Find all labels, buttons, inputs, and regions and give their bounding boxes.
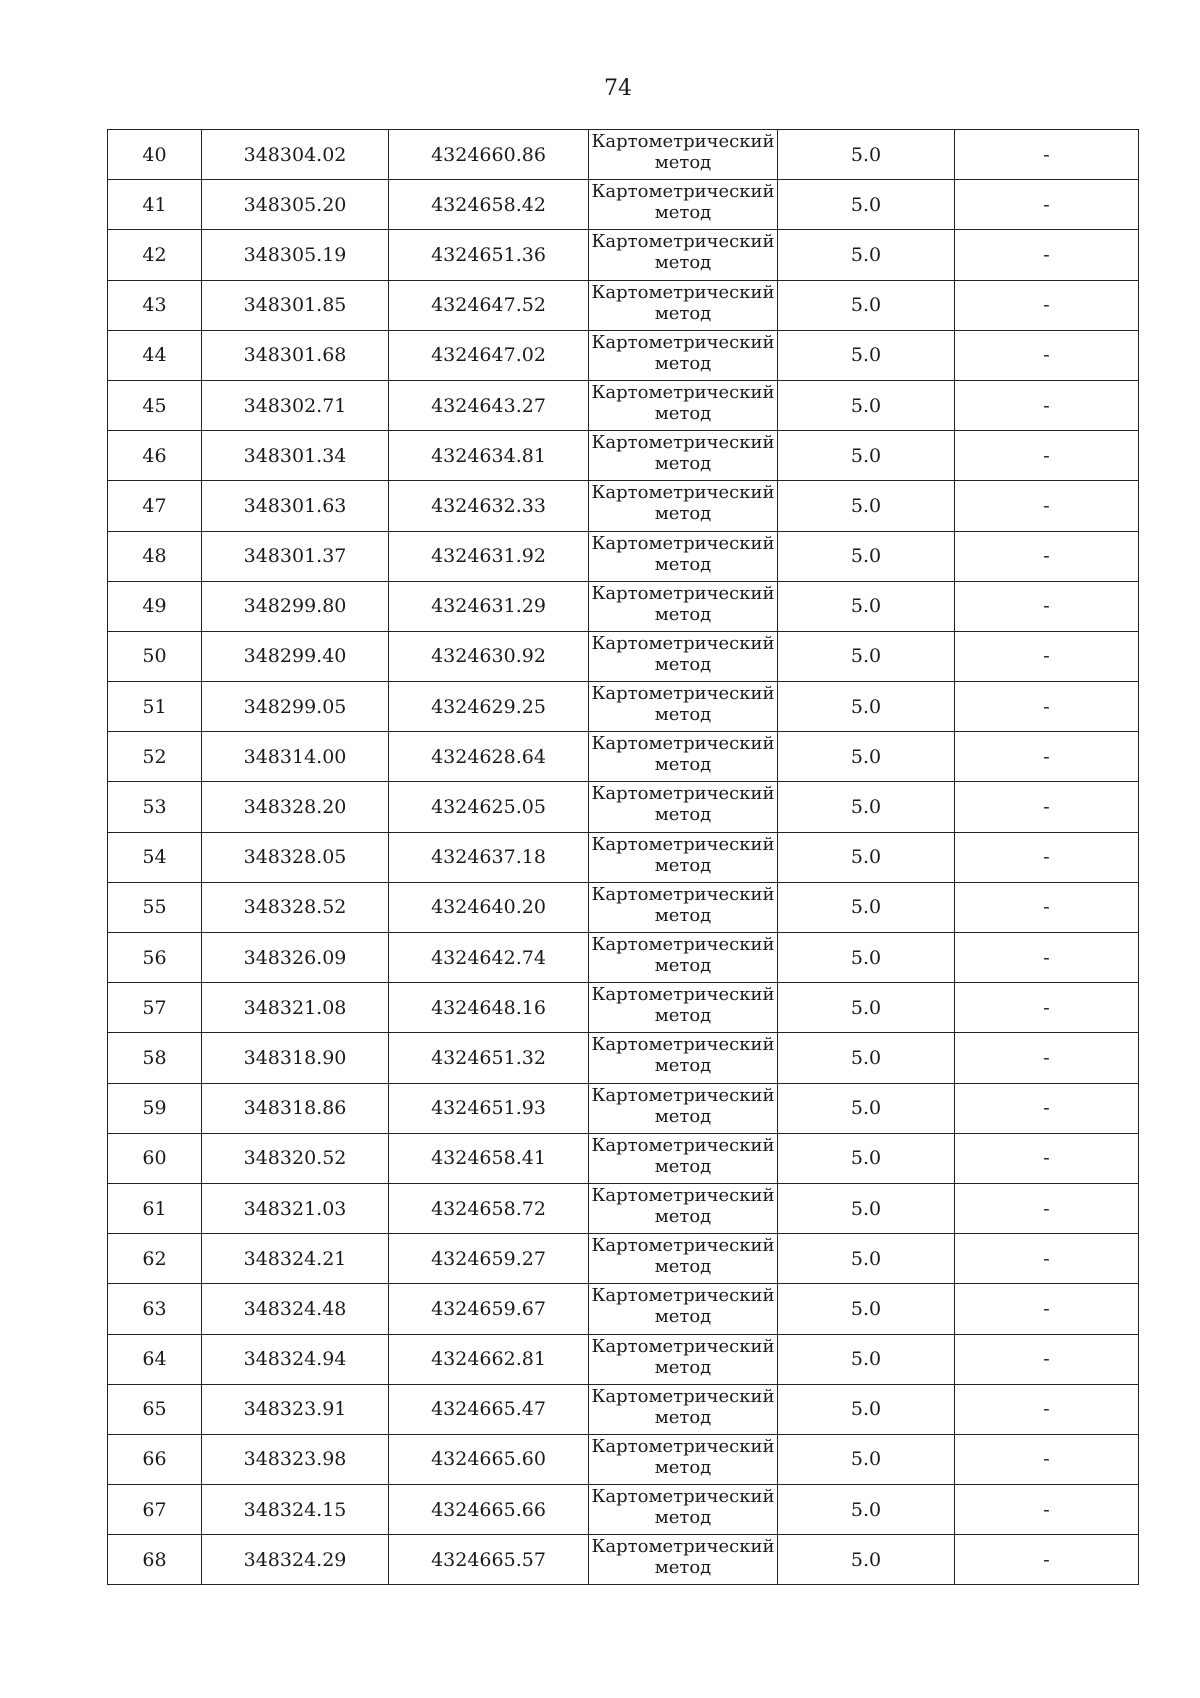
method-line-2: метод — [654, 1306, 712, 1328]
method-cell — [589, 782, 778, 832]
method-cell — [589, 330, 778, 380]
accuracy-cell: 5.0 — [778, 1234, 955, 1284]
method-line-2: метод — [654, 1155, 712, 1177]
coordinate-y-cell: 4324651.93 — [389, 1083, 589, 1133]
method-line-1: Картометрический — [591, 1034, 775, 1056]
table-row — [108, 983, 1139, 1033]
method-line-1: Картометрический — [591, 934, 775, 955]
method-line-1: Картометрический — [591, 381, 775, 403]
method-line-1: Картометрический — [591, 1134, 775, 1156]
table-row — [108, 431, 1139, 481]
coordinate-y-cell: 4324647.52 — [389, 280, 589, 330]
accuracy-cell: 5.0 — [778, 1434, 955, 1484]
method-cell — [589, 431, 778, 481]
accuracy-cell: 5.0 — [778, 882, 955, 932]
point-number-cell: 41 — [108, 180, 202, 230]
table-row — [108, 682, 1139, 732]
coordinate-x-cell: 348301.37 — [202, 531, 389, 581]
coordinate-y-cell: 4324634.81 — [389, 431, 589, 481]
accuracy-cell: 5.0 — [778, 1384, 955, 1434]
method-cell — [589, 933, 778, 983]
method-line-1: Картометрический — [591, 181, 775, 203]
coordinate-y-cell: 4324642.74 — [389, 933, 589, 983]
coordinate-y-cell: 4324631.92 — [389, 531, 589, 581]
coordinate-x-cell: 348324.21 — [202, 1234, 389, 1284]
coordinate-x-cell: 348301.85 — [202, 280, 389, 330]
accuracy-cell: 5.0 — [778, 380, 955, 430]
method-line-1: Картометрический — [591, 632, 775, 654]
method-cell — [589, 682, 778, 732]
coordinate-x-cell: 348301.68 — [202, 330, 389, 380]
coordinate-y-cell: 4324632.33 — [389, 481, 589, 531]
accuracy-cell: 5.0 — [778, 130, 955, 180]
method-line-1: Картометрический — [591, 783, 775, 805]
method-line-1: Картометрический — [591, 1385, 775, 1407]
method-line-2: метод — [654, 754, 712, 776]
coordinate-y-cell: 4324637.18 — [389, 832, 589, 882]
table-row — [108, 581, 1139, 631]
coordinate-x-cell: 348328.05 — [202, 832, 389, 882]
point-number-cell: 68 — [108, 1535, 202, 1585]
method-line-2: метод — [654, 453, 712, 475]
accuracy-cell: 5.0 — [778, 581, 955, 631]
method-line-2: метод — [654, 1205, 712, 1227]
point-number-cell: 43 — [108, 280, 202, 330]
coordinate-x-cell: 348328.52 — [202, 882, 389, 932]
method-cell — [589, 1033, 778, 1083]
accuracy-cell: 5.0 — [778, 1183, 955, 1233]
method-cell — [589, 1183, 778, 1233]
note-cell: - — [955, 732, 1139, 782]
point-number-cell: 65 — [108, 1384, 202, 1434]
method-cell — [589, 581, 778, 631]
table-row — [108, 330, 1139, 380]
note-cell: - — [955, 1083, 1139, 1133]
table-row — [108, 732, 1139, 782]
table-row — [108, 230, 1139, 280]
method-line-2: метод — [654, 1055, 712, 1077]
note-cell: - — [955, 1284, 1139, 1334]
table-row — [108, 1384, 1139, 1434]
coordinate-x-cell: 348321.08 — [202, 983, 389, 1033]
table-row — [108, 1434, 1139, 1484]
point-number-cell: 64 — [108, 1334, 202, 1384]
coordinate-x-cell: 348302.71 — [202, 380, 389, 430]
coordinate-x-cell: 348324.48 — [202, 1284, 389, 1334]
method-cell — [589, 1334, 778, 1384]
note-cell: - — [955, 1033, 1139, 1083]
method-line-2: метод — [654, 955, 712, 976]
accuracy-cell: 5.0 — [778, 782, 955, 832]
method-line-2: метод — [654, 854, 712, 876]
accuracy-cell: 5.0 — [778, 180, 955, 230]
note-cell: - — [955, 832, 1139, 882]
method-line-2: метод — [654, 1406, 712, 1428]
accuracy-cell: 5.0 — [778, 1485, 955, 1535]
note-cell: - — [955, 531, 1139, 581]
coordinate-y-cell: 4324658.41 — [389, 1133, 589, 1183]
method-line-1: Картометрический — [591, 1486, 775, 1508]
note-cell: - — [955, 782, 1139, 832]
table-row — [108, 1535, 1139, 1585]
accuracy-cell: 5.0 — [778, 732, 955, 782]
table-row — [108, 180, 1139, 230]
accuracy-cell: 5.0 — [778, 230, 955, 280]
method-cell — [589, 481, 778, 531]
method-line-2: метод — [654, 352, 712, 374]
accuracy-cell: 5.0 — [778, 682, 955, 732]
table-row — [108, 280, 1139, 330]
coordinate-x-cell: 348305.19 — [202, 230, 389, 280]
point-number-cell: 48 — [108, 531, 202, 581]
note-cell: - — [955, 882, 1139, 932]
table-body — [108, 130, 1139, 1585]
point-number-cell: 42 — [108, 230, 202, 280]
note-cell: - — [955, 581, 1139, 631]
method-line-1: Картометрический — [591, 231, 775, 253]
accuracy-cell: 5.0 — [778, 1083, 955, 1133]
coordinate-y-cell: 4324659.67 — [389, 1284, 589, 1334]
method-line-2: метод — [654, 1105, 712, 1127]
method-line-2: метод — [654, 653, 712, 675]
point-number-cell: 54 — [108, 832, 202, 882]
note-cell: - — [955, 933, 1139, 983]
table-row — [108, 481, 1139, 531]
method-line-2: метод — [654, 302, 712, 324]
table-row — [108, 933, 1139, 983]
method-line-1: Картометрический — [591, 883, 775, 905]
method-cell — [589, 983, 778, 1033]
point-number-cell: 53 — [108, 782, 202, 832]
table-row — [108, 380, 1139, 430]
method-cell — [589, 631, 778, 681]
accuracy-cell: 5.0 — [778, 631, 955, 681]
table-row — [108, 130, 1139, 180]
point-number-cell: 56 — [108, 933, 202, 983]
note-cell: - — [955, 180, 1139, 230]
coordinate-x-cell: 348318.90 — [202, 1033, 389, 1083]
method-line-2: метод — [654, 904, 712, 926]
method-cell — [589, 280, 778, 330]
accuracy-cell: 5.0 — [778, 832, 955, 882]
point-number-cell: 49 — [108, 581, 202, 631]
accuracy-cell: 5.0 — [778, 531, 955, 581]
note-cell: - — [955, 1485, 1139, 1535]
table-row — [108, 631, 1139, 681]
point-number-cell: 57 — [108, 983, 202, 1033]
coordinate-x-cell: 348304.02 — [202, 130, 389, 180]
coordinate-x-cell: 348328.20 — [202, 782, 389, 832]
method-line-2: метод — [654, 553, 712, 575]
coordinate-x-cell: 348299.40 — [202, 631, 389, 681]
coordinate-y-cell: 4324640.20 — [389, 882, 589, 932]
coordinate-x-cell: 348324.15 — [202, 1485, 389, 1535]
note-cell: - — [955, 130, 1139, 180]
method-line-1: Картометрический — [591, 833, 775, 855]
coordinate-y-cell: 4324630.92 — [389, 631, 589, 681]
method-line-1: Картометрический — [591, 131, 775, 152]
method-cell — [589, 1434, 778, 1484]
note-cell: - — [955, 481, 1139, 531]
note-cell: - — [955, 1434, 1139, 1484]
table-row — [108, 1334, 1139, 1384]
accuracy-cell: 5.0 — [778, 983, 955, 1033]
point-number-cell: 44 — [108, 330, 202, 380]
coordinate-y-cell: 4324651.36 — [389, 230, 589, 280]
method-line-1: Картометрический — [591, 1435, 775, 1457]
coordinate-x-cell: 348299.05 — [202, 682, 389, 732]
coordinate-y-cell: 4324648.16 — [389, 983, 589, 1033]
method-line-1: Картометрический — [591, 1536, 775, 1558]
coordinate-y-cell: 4324658.72 — [389, 1183, 589, 1233]
coordinate-y-cell: 4324625.05 — [389, 782, 589, 832]
coordinate-x-cell: 348320.52 — [202, 1133, 389, 1183]
point-number-cell: 46 — [108, 431, 202, 481]
method-line-2: метод — [654, 603, 712, 625]
method-cell — [589, 1535, 778, 1585]
point-number-cell: 47 — [108, 481, 202, 531]
point-number-cell: 55 — [108, 882, 202, 932]
point-number-cell: 61 — [108, 1183, 202, 1233]
note-cell: - — [955, 1535, 1139, 1585]
point-number-cell: 45 — [108, 380, 202, 430]
method-line-2: метод — [654, 402, 712, 424]
method-cell — [589, 832, 778, 882]
method-line-2: метод — [654, 1557, 712, 1579]
table-row — [108, 782, 1139, 832]
coordinate-x-cell: 348326.09 — [202, 933, 389, 983]
method-line-2: метод — [654, 1256, 712, 1278]
point-number-cell: 52 — [108, 732, 202, 782]
coordinate-x-cell: 348305.20 — [202, 180, 389, 230]
accuracy-cell: 5.0 — [778, 1535, 955, 1585]
method-cell — [589, 1384, 778, 1434]
method-line-1: Картометрический — [591, 733, 775, 755]
coordinate-y-cell: 4324659.27 — [389, 1234, 589, 1284]
accuracy-cell: 5.0 — [778, 1133, 955, 1183]
coordinate-y-cell: 4324658.42 — [389, 180, 589, 230]
coordinate-x-cell: 348324.94 — [202, 1334, 389, 1384]
table-row — [108, 832, 1139, 882]
method-line-1: Картометрический — [591, 532, 775, 554]
method-cell — [589, 130, 778, 180]
table-row — [108, 882, 1139, 932]
method-line-1: Картометрический — [591, 432, 775, 454]
note-cell: - — [955, 330, 1139, 380]
coordinate-x-cell: 348299.80 — [202, 581, 389, 631]
method-line-1: Картометрический — [591, 331, 775, 353]
method-line-2: метод — [654, 804, 712, 826]
method-cell — [589, 1284, 778, 1334]
coordinate-y-cell: 4324665.57 — [389, 1535, 589, 1585]
note-cell: - — [955, 1384, 1139, 1434]
method-line-1: Картометрический — [591, 582, 775, 604]
method-line-2: метод — [654, 1005, 712, 1027]
table-row — [108, 1033, 1139, 1083]
method-cell — [589, 1234, 778, 1284]
method-line-1: Картометрический — [591, 281, 775, 303]
method-cell — [589, 531, 778, 581]
note-cell: - — [955, 280, 1139, 330]
coordinate-x-cell: 348314.00 — [202, 732, 389, 782]
page-number: 74 — [604, 76, 632, 101]
method-cell — [589, 180, 778, 230]
method-cell — [589, 1485, 778, 1535]
method-line-1: Картометрический — [591, 984, 775, 1006]
note-cell: - — [955, 1183, 1139, 1233]
method-line-2: метод — [654, 202, 712, 224]
table-row — [108, 1133, 1139, 1183]
note-cell: - — [955, 983, 1139, 1033]
table-row — [108, 1284, 1139, 1334]
coordinate-y-cell: 4324665.60 — [389, 1434, 589, 1484]
coordinate-x-cell: 348323.98 — [202, 1434, 389, 1484]
method-cell — [589, 1083, 778, 1133]
accuracy-cell: 5.0 — [778, 1284, 955, 1334]
point-number-cell: 51 — [108, 682, 202, 732]
method-line-2: метод — [654, 704, 712, 726]
point-number-cell: 40 — [108, 130, 202, 180]
coordinate-y-cell: 4324665.47 — [389, 1384, 589, 1434]
accuracy-cell: 5.0 — [778, 933, 955, 983]
coordinate-y-cell: 4324631.29 — [389, 581, 589, 631]
table-row — [108, 1234, 1139, 1284]
note-cell: - — [955, 230, 1139, 280]
method-line-1: Картометрический — [591, 1235, 775, 1257]
accuracy-cell: 5.0 — [778, 280, 955, 330]
point-number-cell: 59 — [108, 1083, 202, 1133]
accuracy-cell: 5.0 — [778, 431, 955, 481]
method-line-1: Картометрический — [591, 1084, 775, 1106]
coordinate-y-cell: 4324629.25 — [389, 682, 589, 732]
coordinate-x-cell: 348318.86 — [202, 1083, 389, 1133]
coordinate-y-cell: 4324662.81 — [389, 1334, 589, 1384]
accuracy-cell: 5.0 — [778, 1334, 955, 1384]
coordinate-y-cell: 4324643.27 — [389, 380, 589, 430]
point-number-cell: 60 — [108, 1133, 202, 1183]
method-line-2: метод — [654, 1456, 712, 1478]
point-number-cell: 62 — [108, 1234, 202, 1284]
coordinate-x-cell: 348301.34 — [202, 431, 389, 481]
method-line-2: метод — [654, 1356, 712, 1378]
point-number-cell: 63 — [108, 1284, 202, 1334]
method-cell — [589, 882, 778, 932]
method-cell — [589, 230, 778, 280]
table-row — [108, 1485, 1139, 1535]
coordinate-x-cell: 348301.63 — [202, 481, 389, 531]
point-number-cell: 50 — [108, 631, 202, 681]
note-cell: - — [955, 631, 1139, 681]
coordinate-y-cell: 4324651.32 — [389, 1033, 589, 1083]
accuracy-cell: 5.0 — [778, 481, 955, 531]
coordinate-y-cell: 4324665.66 — [389, 1485, 589, 1535]
note-cell: - — [955, 380, 1139, 430]
point-number-cell: 66 — [108, 1434, 202, 1484]
table-row — [108, 531, 1139, 581]
note-cell: - — [955, 1234, 1139, 1284]
coordinate-y-cell: 4324660.86 — [389, 130, 589, 180]
method-line-1: Картометрический — [591, 1184, 775, 1206]
point-number-cell: 67 — [108, 1485, 202, 1535]
note-cell: - — [955, 682, 1139, 732]
note-cell: - — [955, 1334, 1139, 1384]
method-line-1: Картометрический — [591, 482, 775, 504]
table-row — [108, 1183, 1139, 1233]
coordinate-x-cell: 348323.91 — [202, 1384, 389, 1434]
point-number-cell: 58 — [108, 1033, 202, 1083]
method-line-2: метод — [654, 252, 712, 274]
method-cell — [589, 380, 778, 430]
accuracy-cell: 5.0 — [778, 1033, 955, 1083]
method-line-2: метод — [654, 152, 712, 173]
method-cell — [589, 732, 778, 782]
method-line-1: Картометрический — [591, 1335, 775, 1357]
coordinate-y-cell: 4324647.02 — [389, 330, 589, 380]
note-cell: - — [955, 431, 1139, 481]
method-line-2: метод — [654, 503, 712, 525]
note-cell: - — [955, 1133, 1139, 1183]
accuracy-cell: 5.0 — [778, 330, 955, 380]
method-line-1: Картометрический — [591, 1285, 775, 1307]
method-cell — [589, 1133, 778, 1183]
coordinate-x-cell: 348321.03 — [202, 1183, 389, 1233]
method-line-2: метод — [654, 1507, 712, 1529]
coordinate-x-cell: 348324.29 — [202, 1535, 389, 1585]
coordinate-y-cell: 4324628.64 — [389, 732, 589, 782]
coordinates-table — [107, 129, 1139, 1585]
method-line-1: Картометрический — [591, 683, 775, 705]
table-row — [108, 1083, 1139, 1133]
